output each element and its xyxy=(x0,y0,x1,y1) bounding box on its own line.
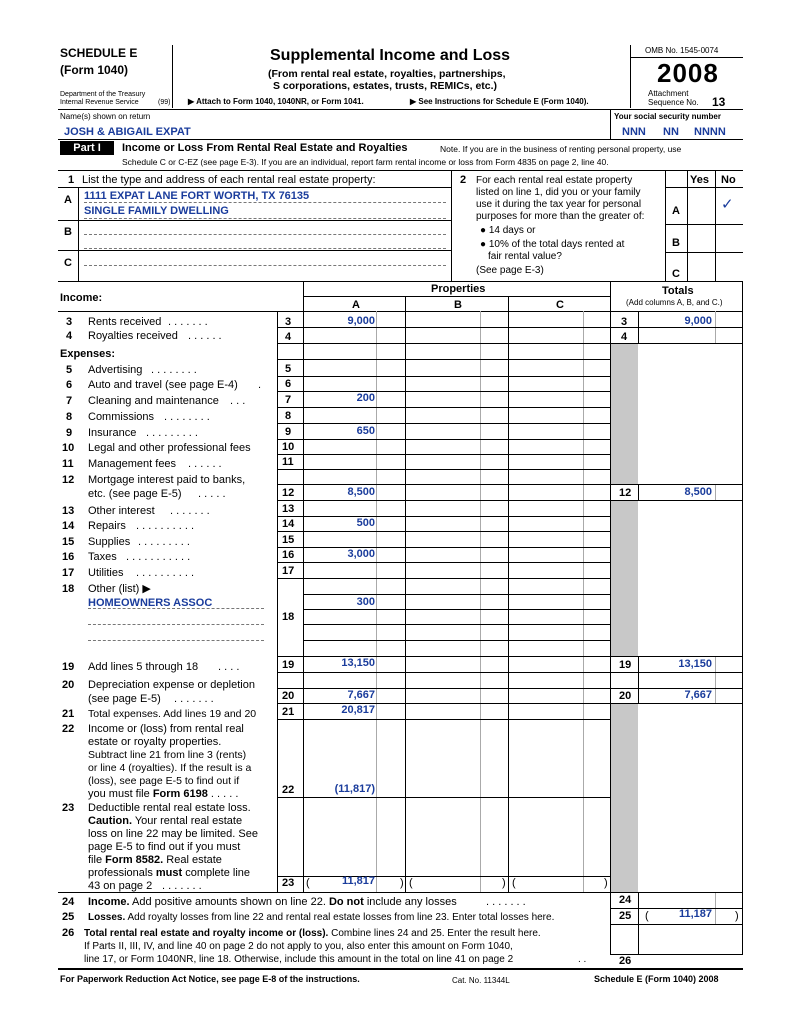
line-10-number: 10 xyxy=(62,442,75,454)
ssn-part-3[interactable]: NNNN xyxy=(694,126,726,138)
line-7-ref: 7 xyxy=(285,394,292,406)
line-15-ref: 15 xyxy=(282,534,295,546)
attachment-label: Attachment xyxy=(648,89,689,98)
line-7-dots: . . . xyxy=(230,395,246,407)
line-4-label: Royalties received xyxy=(88,330,178,342)
line-7-property-a[interactable]: 200 xyxy=(356,392,375,404)
property-a-address[interactable]: 1111 EXPAT LANE FORT WORTH, TX 76135 xyxy=(84,190,310,202)
name-label: Name(s) shown on return xyxy=(60,112,151,121)
totals-heading: Totals xyxy=(662,285,694,297)
line-2-text-4: purposes for more than the greater of: xyxy=(476,211,645,222)
line-25-total-ref: 25 xyxy=(619,910,632,922)
part-1-note-1: Note. If you are in the business of renting personal property, use xyxy=(440,144,682,154)
line-14-label: Repairs xyxy=(88,520,126,532)
line-17-number: 17 xyxy=(62,567,75,579)
line-24-total-ref: 24 xyxy=(619,894,632,906)
schedule-name: SCHEDULE E xyxy=(60,46,138,60)
line-3-dots: . . . . . . . xyxy=(168,316,208,328)
line-21-number: 21 xyxy=(62,708,75,720)
line-7-number: 7 xyxy=(66,395,73,407)
line-13-ref: 13 xyxy=(282,503,295,515)
line-1-number: 1 xyxy=(68,174,75,186)
footer-paperwork-notice: For Paperwork Reduction Act Notice, see page E-8 of the instructions. xyxy=(60,974,360,984)
line-25-open-paren: ( xyxy=(645,910,649,922)
line-5-label: Advertising xyxy=(88,364,143,376)
line-22-text-1: Income or (loss) from rental real xyxy=(88,723,244,735)
line-11-dots: . . . . . . xyxy=(188,458,222,470)
line-11-number: 11 xyxy=(62,458,74,470)
department: Department of the Treasury xyxy=(60,91,146,98)
line-26-text-3: line 17, or Form 1040NR, line 18. Otherwise, include this amount in the total on line 41 on page 2 xyxy=(84,954,514,965)
line-10-label: Legal and other professional fees xyxy=(88,442,251,454)
line-9-dots: . . . . . . . . . xyxy=(146,427,198,439)
line-20-total-ref: 20 xyxy=(619,690,632,702)
line-2-row-c: C xyxy=(672,268,680,280)
line-25-number: 25 xyxy=(62,911,75,923)
line-2-row-a: A xyxy=(672,205,680,217)
line-23-text-6: professionals must complete line xyxy=(88,867,251,879)
income-heading: Income: xyxy=(60,292,103,304)
line-2-text-6: ● 10% of the total days rented at xyxy=(480,239,625,250)
line-23-text-7: 43 on page 2 xyxy=(88,880,153,892)
line-18-label: Other (list) ▶ xyxy=(88,583,151,595)
sequence-label: Sequence No. xyxy=(648,98,699,107)
attach-instruction: ▶ Attach to Form 1040, 1040NR, or Form 1041. xyxy=(188,97,364,106)
line-24-label: Income. Add positive amounts shown on line 22. Do not include any losses xyxy=(88,896,457,908)
line-12-number: 12 xyxy=(62,474,75,486)
line-9-property-a[interactable]: 650 xyxy=(356,425,375,437)
line-3-label: Rents received xyxy=(88,316,162,328)
line-19-number: 19 xyxy=(62,661,75,673)
line-16-ref: 16 xyxy=(282,549,295,561)
line-20-label-2: (see page E-5) xyxy=(88,693,161,705)
line-1-row-a: A xyxy=(64,194,72,206)
line-18-ref: 18 xyxy=(282,611,295,623)
line-23-property-b-open-paren: ( xyxy=(409,877,413,889)
line-12-label-1: Mortgage interest paid to banks, xyxy=(88,474,246,486)
line-13-label: Other interest xyxy=(88,505,155,517)
line-21-ref: 21 xyxy=(282,706,295,718)
line-23-text-1: Deductible rental real estate loss. xyxy=(88,802,251,814)
subtitle-2: S corporations, estates, trusts, REMICs, etc.) xyxy=(273,80,498,92)
line-3-ref: 3 xyxy=(285,316,292,328)
line-13-dots: . . . . . . . xyxy=(170,505,210,517)
line-9-ref: 9 xyxy=(285,426,292,438)
ssn-part-2[interactable]: NN xyxy=(663,126,679,138)
line-22-text-3: Subtract line 21 from line 3 (rents) xyxy=(88,749,247,761)
line-18-property-a[interactable]: 300 xyxy=(356,596,375,608)
line-23-property-b-close-paren: ) xyxy=(502,877,506,889)
line-20-ref: 20 xyxy=(282,690,295,702)
line-19-ref: 19 xyxy=(282,659,295,671)
line-12-total-ref: 12 xyxy=(619,487,632,499)
line-2-text-1: For each rental real estate property xyxy=(476,175,633,186)
dept-code: (99) xyxy=(158,99,171,106)
line-2-row-b: B xyxy=(672,237,680,249)
line-22-property-a[interactable]: (11,817) xyxy=(334,783,375,795)
ssn-part-1[interactable]: NNN xyxy=(622,126,646,138)
line-14-number: 14 xyxy=(62,520,75,532)
part-1-note-2: Schedule C or C-EZ (see page E-3). If you are an individual, report farm rental income or loss from Form 4835 on page 2, line 40. xyxy=(122,157,609,167)
line-12-dots: . . . . . xyxy=(198,488,226,500)
line-22-text-6: you must file Form 6198 . . . . . xyxy=(88,788,239,800)
see-instruction: ▶ See Instructions for Schedule E (Form 1040). xyxy=(410,97,589,106)
line-4-number: 4 xyxy=(66,330,73,342)
line-4-total-ref: 4 xyxy=(621,331,628,343)
line-2-no-header: No xyxy=(721,174,736,186)
line-5-dots: . . . . . . . . xyxy=(151,364,197,376)
line-3-number: 3 xyxy=(66,316,73,328)
line-9-label: Insurance xyxy=(88,427,137,439)
line-17-label: Utilities xyxy=(88,567,124,579)
line-23-dots: . . . . . . . xyxy=(162,880,202,892)
line-4-dots: . . . . . . xyxy=(188,330,222,342)
line-12-ref: 12 xyxy=(282,487,295,499)
form-number: (Form 1040) xyxy=(60,63,129,77)
line-1-row-b: B xyxy=(64,226,72,238)
line-23-property-a-close-paren: ) xyxy=(400,877,404,889)
line-22-ref: 22 xyxy=(282,784,295,796)
line-2-yes-header: Yes xyxy=(690,174,709,186)
line-5-ref: 5 xyxy=(285,363,292,375)
property-a-no-checkmark[interactable]: ✓ xyxy=(721,196,734,213)
line-1-text: List the type and address of each rental real estate property: xyxy=(82,174,376,186)
line-26-text-1: Total rental real estate and royalty income or (loss). Combine lines 24 and 25. Enter the result here. xyxy=(84,928,541,939)
line-18-other-description[interactable]: HOMEOWNERS ASSOC xyxy=(88,597,213,609)
line-12-property-a[interactable]: 8,500 xyxy=(347,486,375,498)
column-a-heading: A xyxy=(352,299,360,311)
line-26-total-ref: 26 xyxy=(619,955,632,967)
line-15-dots: . . . . . . . . . xyxy=(138,536,190,548)
line-16-number: 16 xyxy=(62,551,75,563)
line-16-property-a[interactable]: 3,000 xyxy=(347,548,375,560)
line-20-dots: . . . . . . . xyxy=(174,693,214,705)
line-5-number: 5 xyxy=(66,364,73,376)
line-21-property-a[interactable]: 20,817 xyxy=(341,704,375,716)
line-24-number: 24 xyxy=(62,896,75,908)
properties-heading: Properties xyxy=(431,283,486,295)
line-19-total-ref: 19 xyxy=(619,659,632,671)
expenses-heading: Expenses: xyxy=(60,348,116,360)
line-23-text-4: page E-5 to find out if you must xyxy=(88,841,241,853)
line-23-number: 23 xyxy=(62,802,75,814)
line-15-number: 15 xyxy=(62,536,75,548)
line-23-ref: 23 xyxy=(282,877,295,889)
sequence-number: 13 xyxy=(712,95,726,109)
line-19-total[interactable]: 13,150 xyxy=(678,658,712,670)
line-19-dots: . . . . xyxy=(218,661,240,673)
line-14-property-a[interactable]: 500 xyxy=(356,517,375,529)
column-b-heading: B xyxy=(454,299,462,311)
line-2-text-2: listed on line 1, did you or your family xyxy=(476,187,641,198)
line-3-property-a[interactable]: 9,000 xyxy=(347,315,375,327)
line-11-ref: 11 xyxy=(282,456,294,468)
line-22-number: 22 xyxy=(62,723,75,735)
line-10-ref: 10 xyxy=(282,441,295,453)
line-3-total-ref: 3 xyxy=(621,316,628,328)
line-25-close-paren: ) xyxy=(735,910,739,922)
line-6-number: 6 xyxy=(66,379,73,391)
line-14-dots: . . . . . . . . . . xyxy=(136,520,195,532)
line-12-total[interactable]: 8,500 xyxy=(684,486,712,498)
line-13-number: 13 xyxy=(62,505,75,517)
line-4-ref: 4 xyxy=(285,331,292,343)
line-16-label: Taxes xyxy=(88,551,117,563)
line-22-text-4: or line 4 (royalties). If the result is a xyxy=(88,762,252,774)
line-6-label: Auto and travel (see page E-4) xyxy=(88,379,238,391)
line-3-total[interactable]: 9,000 xyxy=(684,315,712,327)
line-14-ref: 14 xyxy=(282,518,295,530)
line-20-number: 20 xyxy=(62,679,75,691)
line-19-label: Add lines 5 through 18 xyxy=(88,661,199,673)
line-25-total[interactable]: 11,187 xyxy=(678,908,712,920)
line-6-dots: . xyxy=(258,379,262,391)
line-17-dots: . . . . . . . . . . xyxy=(136,567,195,579)
taxpayer-name[interactable]: JOSH & ABIGAIL EXPAT xyxy=(64,126,191,138)
line-25-label: Losses. Add royalty losses from line 22 and rental real estate losses from line 23. Enter total losses here. xyxy=(88,912,555,923)
line-2-text-3: use it during the tax year for personal xyxy=(476,199,642,210)
line-23-text-2: Caution. Your rental real estate xyxy=(88,815,243,827)
line-21-label: Total expenses. Add lines 19 and 20 xyxy=(88,708,257,720)
line-9-number: 9 xyxy=(66,427,73,439)
line-1-row-c: C xyxy=(64,257,72,269)
line-15-label: Supplies xyxy=(88,536,131,548)
subtitle-1: (From rental real estate, royalties, partnerships, xyxy=(268,68,506,80)
line-23-property-c-open-paren: ( xyxy=(512,877,516,889)
line-23-property-a[interactable]: 11,817 xyxy=(341,875,375,887)
line-20-total[interactable]: 7,667 xyxy=(684,689,712,701)
tax-year: 2008 xyxy=(657,58,719,88)
line-23-text-5: file Form 8582. Real estate xyxy=(88,854,222,866)
line-17-ref: 17 xyxy=(282,565,295,577)
line-22-text-2: estate or royalty properties. xyxy=(88,736,222,748)
line-2-text-7: fair rental value? xyxy=(488,251,562,262)
line-26-number: 26 xyxy=(62,927,75,939)
line-8-dots: . . . . . . . . xyxy=(164,411,210,423)
line-19-property-a[interactable]: 13,150 xyxy=(341,657,375,669)
line-20-label-1: Depreciation expense or depletion xyxy=(88,679,255,691)
line-8-ref: 8 xyxy=(285,410,292,422)
line-23-property-c-close-paren: ) xyxy=(604,877,608,889)
footer-form-id: Schedule E (Form 1040) 2008 xyxy=(594,974,719,984)
line-8-label: Commissions xyxy=(88,411,155,423)
irs: Internal Revenue Service xyxy=(60,99,139,106)
line-6-ref: 6 xyxy=(285,378,292,390)
line-22-text-5: (loss), see page E-5 to find out if xyxy=(88,775,240,787)
part-1-label: Part I xyxy=(60,141,114,155)
property-a-type[interactable]: SINGLE FAMILY DWELLING xyxy=(84,205,229,217)
omb-number: OMB No. 1545-0074 xyxy=(645,46,719,55)
totals-subheading: (Add columns A, B, and C.) xyxy=(626,298,723,307)
line-26-text-2: If Parts II, III, IV, and line 40 on page 2 do not apply to you, also enter this amount on Form 1040, xyxy=(84,941,513,952)
ssn-label: Your social security number xyxy=(614,112,721,121)
form-title: Supplemental Income and Loss xyxy=(270,47,511,64)
footer-catalog-number: Cat. No. 11344L xyxy=(452,976,510,985)
line-18-number: 18 xyxy=(62,583,75,595)
line-7-label: Cleaning and maintenance xyxy=(88,395,219,407)
line-2-number: 2 xyxy=(460,174,467,186)
line-20-property-a[interactable]: 7,667 xyxy=(347,689,375,701)
part-1-title: Income or Loss From Rental Real Estate and Royalties xyxy=(122,142,408,154)
column-c-heading: C xyxy=(556,299,564,311)
line-2-text-8: (See page E-3) xyxy=(476,265,544,276)
line-11-label: Management fees xyxy=(88,458,177,470)
line-12-label-2: etc. (see page E-5) xyxy=(88,488,182,500)
line-24-dots: . . . . . . . xyxy=(486,896,526,908)
line-8-number: 8 xyxy=(66,411,73,423)
line-23-property-a-open-paren: ( xyxy=(306,877,310,889)
line-23-text-3: loss on line 22 may be limited. See xyxy=(88,828,258,840)
line-26-dots: . . xyxy=(578,954,587,965)
line-2-text-5: ● 14 days or xyxy=(480,225,536,236)
line-16-dots: . . . . . . . . . . . xyxy=(126,551,191,563)
